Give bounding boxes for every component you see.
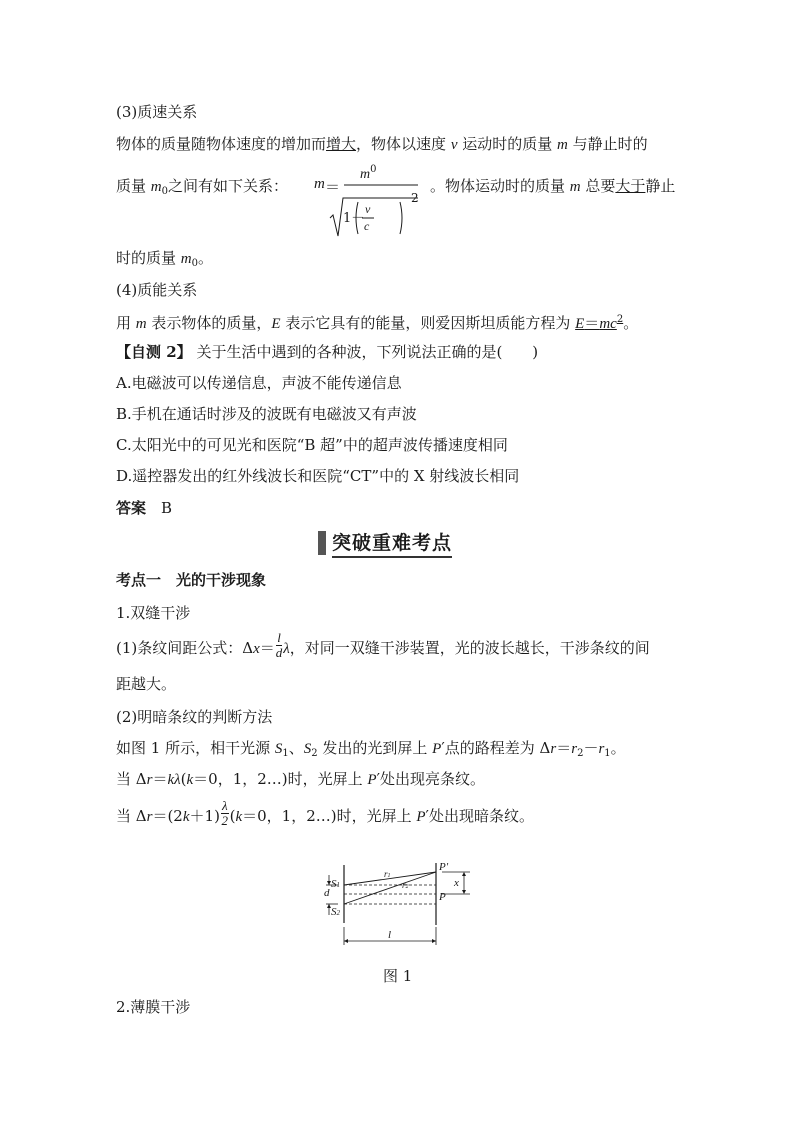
label-p: P: [439, 891, 446, 903]
heading-double-slit: 1.双缝干涉: [116, 604, 191, 622]
label-d: d: [324, 887, 330, 899]
paragraph-fringe-spacing: (1)条纹间距公式：Δx＝ $\frac{l}{d}$ λ，对同一双缝干涉装置，光的波长越长，干涉条纹的间: [116, 629, 650, 660]
heading-mass-energy: (4)质能关系: [116, 281, 198, 299]
section-title: 突破重难考点: [318, 529, 474, 557]
answer-label: 答案: [116, 499, 147, 517]
relativistic-mass-formula: m ＝ $m^0$ 1－ v c 2: [314, 162, 432, 240]
answer-line: [116, 498, 172, 518]
option-a: A.电磁波可以传递信息，声波不能传递信息: [116, 374, 402, 392]
label-s1: S1: [331, 878, 340, 890]
paragraph-dark-condition: 当 Δr＝(2k＋1) $\frac{\lambda}{2}$ (k＝0，1，2…)时，光屏上 P′处出现暗条纹。: [116, 797, 534, 828]
heading-mass-velocity: (3)质速关系: [116, 103, 198, 121]
paragraph-fringe-spacing-cont: 距越大。: [116, 675, 177, 693]
paragraph-mass-velocity-line3: 时的质量 $m_0$。: [116, 249, 214, 269]
label-r2: r2: [402, 880, 409, 890]
label-r1: r1: [384, 869, 391, 879]
selftest-question: 【自测 2】 关于生活中遇到的各种波，下列说法正确的是( ): [116, 343, 539, 361]
label-x: x: [454, 877, 459, 889]
paragraph-path-difference: 如图 1 所示，相干光源 $S_1$、$S_2$ 发出的光到屏上 P′点的路程差为 $\Delta r=r_2-r_1$。: [116, 739, 626, 759]
figure-caption: 图 1: [383, 967, 413, 985]
paragraph-mass-velocity-line2: 质量 $m_0$之间有如下关系：: [116, 177, 289, 197]
paragraph-mass-velocity-line2-rest: 。物体运动时的质量 m 总要大于静止: [430, 177, 676, 195]
heading-thin-film: 2.薄膜干涉: [116, 998, 191, 1016]
paragraph-mass-energy: 用 m 表示物体的质量，E 表示它具有的能量，则爱因斯坦质能方程为 $E=mc^2$。: [116, 314, 639, 332]
selftest-tag: 【自测 2】: [116, 343, 192, 361]
heading-bright-dark: (2)明暗条纹的判断方法: [116, 708, 273, 726]
paragraph-bright-condition: 当 Δr＝kλ(k＝0，1，2…)时，光屏上 P′处出现亮条纹。: [116, 770, 486, 788]
section-title-bar: [318, 531, 326, 555]
double-slit-diagram: [318, 855, 478, 955]
label-s2: S2: [331, 906, 340, 918]
double-slit-diagram-lines: [318, 855, 478, 955]
kaodian-heading: 考点一 光的干涉现象: [116, 571, 267, 589]
label-l: l: [388, 929, 392, 941]
label-p-prime: P′: [439, 861, 449, 873]
option-c: C.太阳光中的可见光和医院“B 超”中的超声波传播速度相同: [116, 436, 508, 454]
paragraph-mass-velocity-line1: 物体的质量随物体速度的增加而增大，物体以速度 v 运动时的质量 m 与静止时的: [116, 135, 648, 153]
answer-value: B: [161, 499, 173, 517]
option-b: B.手机在通话时涉及的波既有电磁波又有声波: [116, 405, 417, 423]
option-d: D.遥控器发出的红外线波长和医院“CT”中的 X 射线波长相同: [116, 467, 520, 485]
